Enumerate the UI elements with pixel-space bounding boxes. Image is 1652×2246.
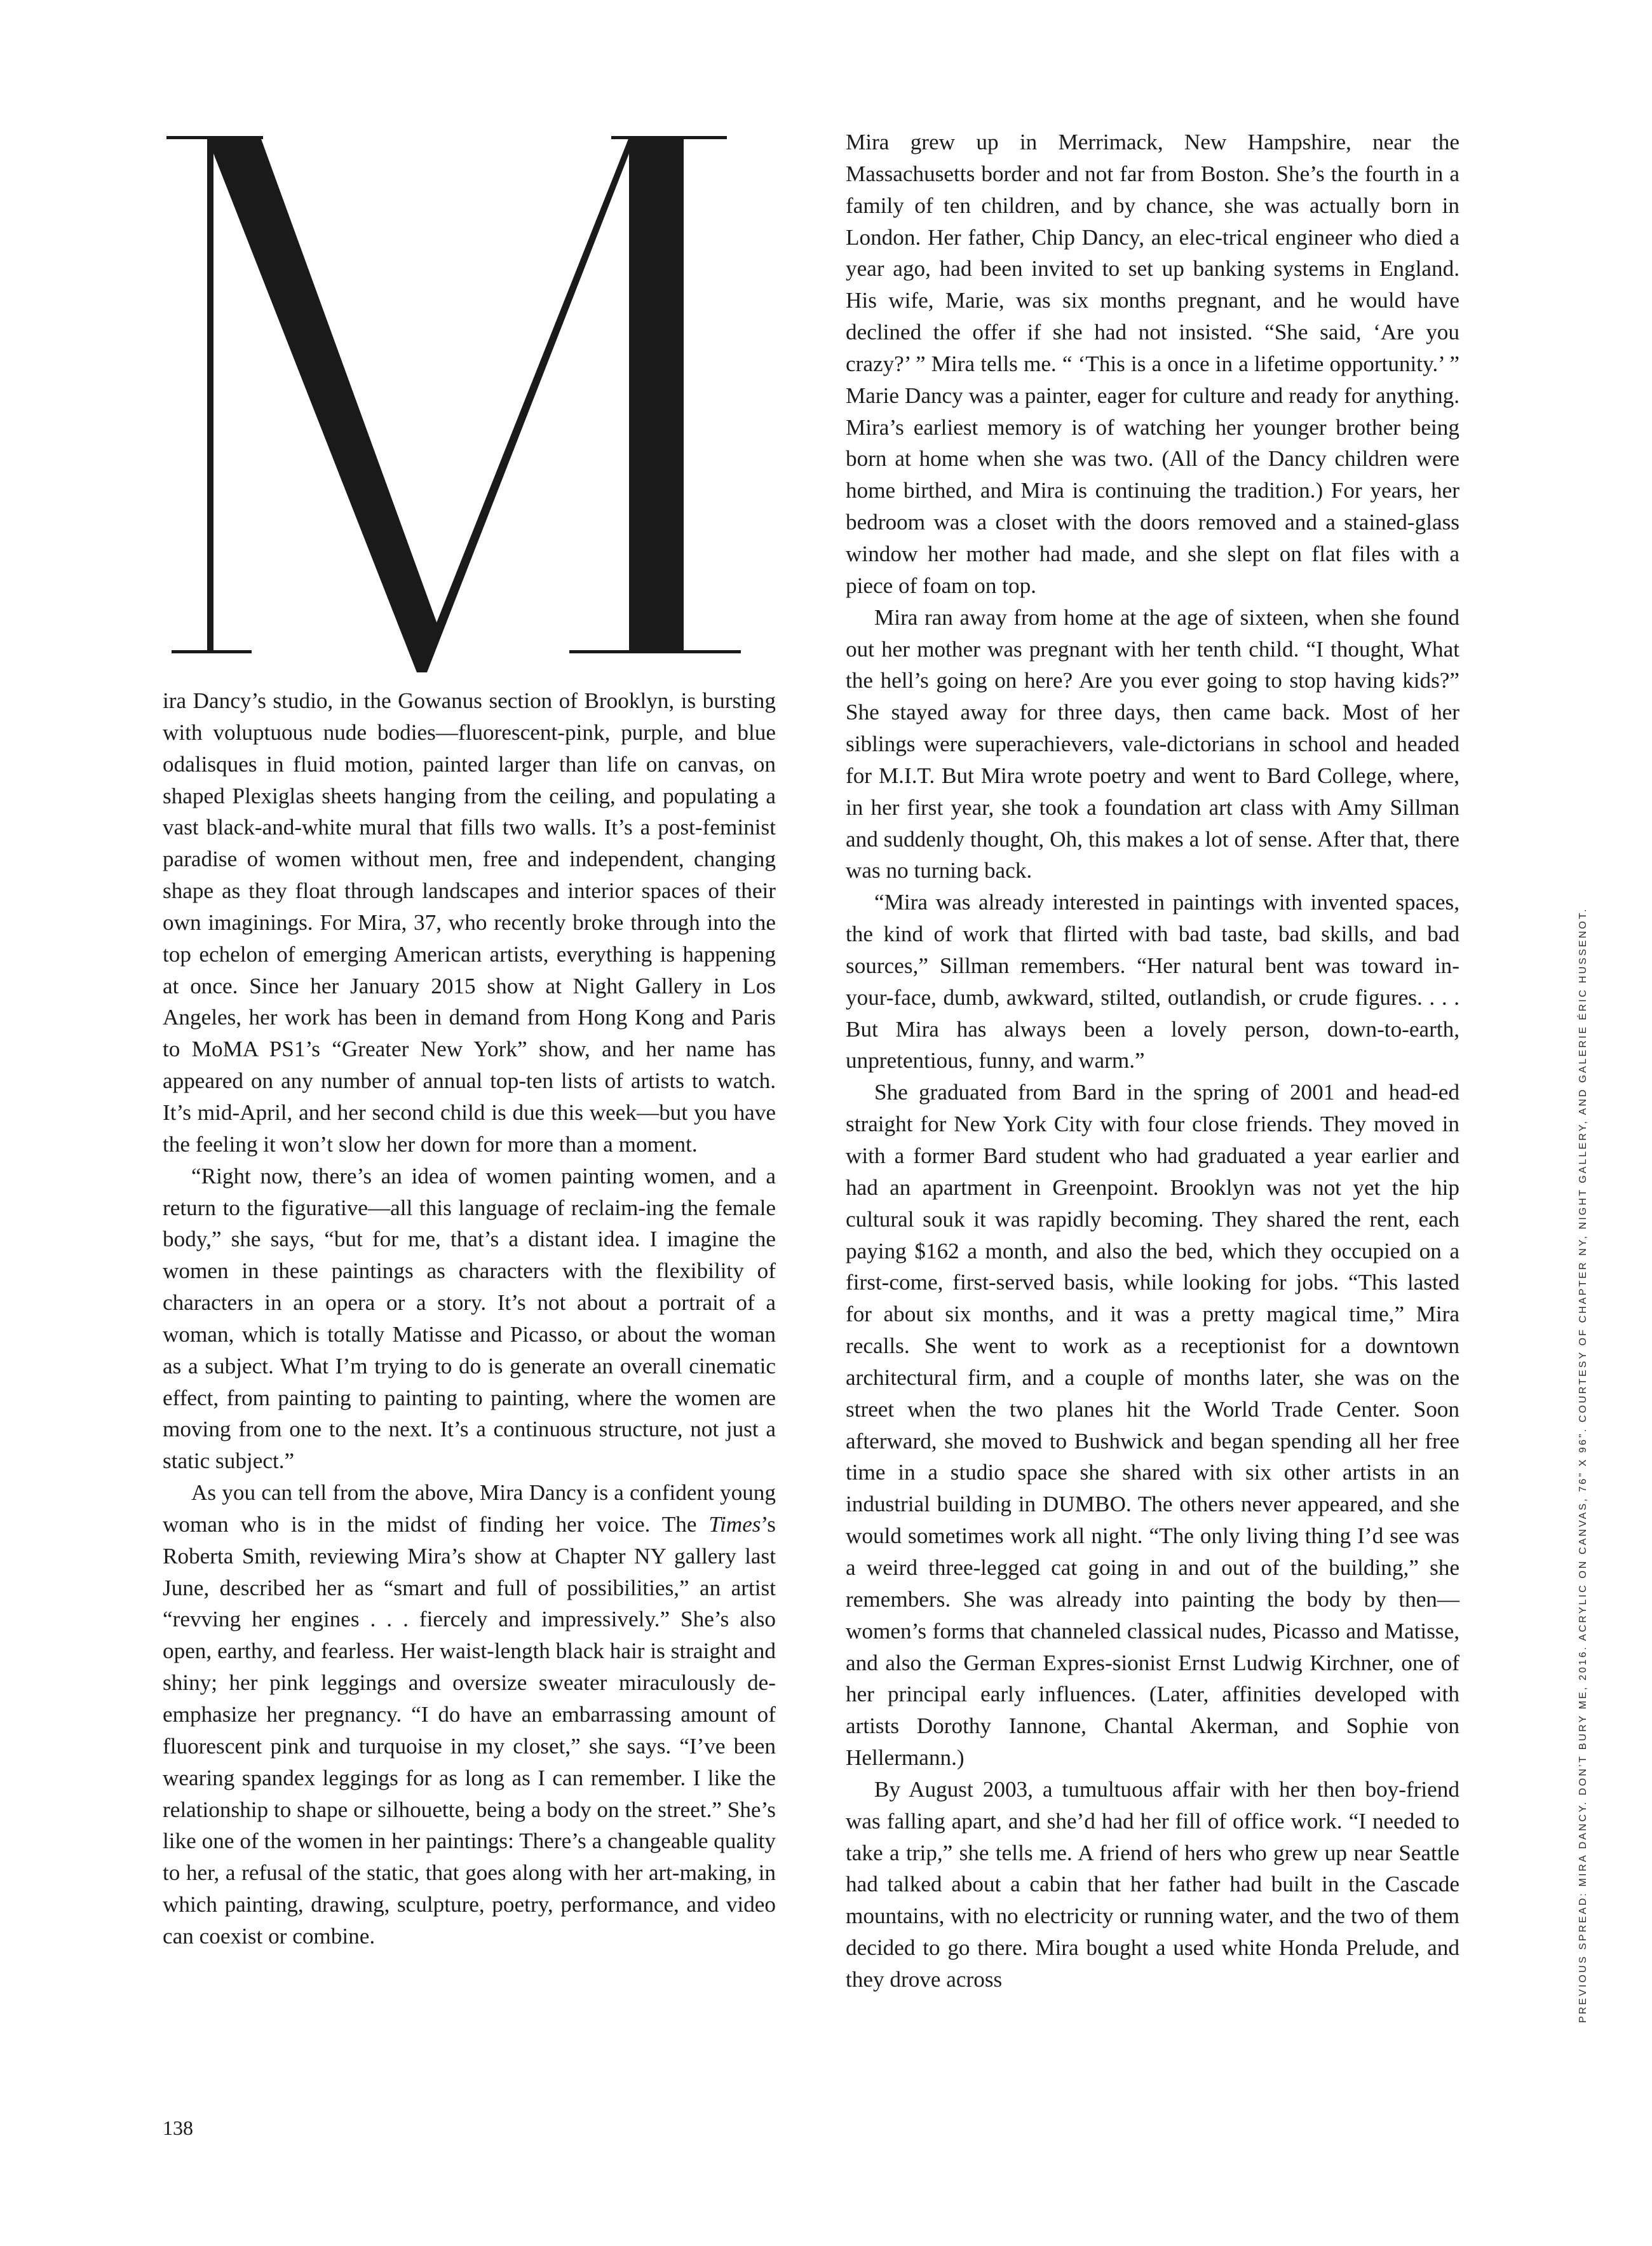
- page-number: 138: [163, 2116, 193, 2139]
- drop-cap-bottom-left-serif: [172, 650, 252, 653]
- left-paragraph-1: ira Dancy’s studio, in the Gowanus section of Brooklyn, is bursting with voluptuous nude bodies—fluorescent-pink, purple, and blue odalisques in fluid motion, painted larger than life on canvas, on shaped Plexiglas sheets hanging from the ceiling, and populating a vast black-and-white mural that fills two walls. It’s a post-feminist paradise of women without men, free and independent, changing shape as they float through landscapes and interior spaces of their own imaginings. For Mira, 37, who recently broke through into the top echelon of emerging American artists, everything is happening at once. Since her January 2015 show at Night Gallery in Los Angeles, her work has been in demand from Hong Kong and Paris to MoMA PS1’s “Greater New York” show, and her name has appeared on any number of annual top-ten lists of artists to watch. It’s mid-April, and her second child is due this week—but you have the feeling it won’t slow her down for more than a moment.: [163, 688, 776, 1157]
- left-paragraph-3: As you can tell from the above, Mira Dancy is a confident young woman who is in the midst of finding her voice. The Times’s Roberta Smith, reviewing Mira’s show at Chapter NY gallery last June, described her as “smart and full of possibilities,” an artist “revving her engines . . . fiercely and impressively.” She’s also open, earthy, and fearless. Her waist-length black hair is straight and shiny; her pink leggings and oversize sweater miraculously de-emphasize her pregnancy. “I do have an embarrassing amount of fluorescent pink and turquoise in my closet,” she says. “I’ve been wearing spandex leggings for as long as I can remember. I like the relationship to shape or silhouette, being a body on the street.” She’s like one of the women in her paintings: There’s a changeable quality to her, a refusal of the static, that goes along with her art-making, in which painting, drawing, sculpture, poetry, performance, and video can coexist or combine.: [163, 1480, 776, 1949]
- left-paragraph-2: “Right now, there’s an idea of women painting women, and a return to the figurative—all this language of reclaim-ing the female body,” she says, “but for me, that’s a distant idea. I imagine the women in these paintings as characters with the flexibility of characters in an opera or a story. It’s not about a portrait of a woman, which is totally Matisse and Picasso, or about the woman as a subject. What I’m trying to do is generate an overall cinematic effect, from painting to painting to painting, where the women are moving from one to the next. It’s a continuous structure, not just a static subject.”: [163, 1163, 776, 1474]
- article-right-column: [846, 126, 1459, 1996]
- right-paragraph-3: “Mira was already interested in paintings with invented spaces, the kind of work that flirted with bad taste, bad skills, and bad sources,” Sillman remembers. “Her natural bent was toward in-your-face, dumb, awkward, stilted, outlandish, or crude figures. . . . But Mira has always been a lovely person, down-to-earth, unpretentious, funny, and warm.”: [846, 890, 1459, 1073]
- right-paragraph-2: Mira ran away from home at the age of sixteen, when she found out her mother was pregnant with her tenth child. “I thought, What the hell’s going on here? Are you ever going to stop having kids?” She stayed away for three days, then came back. Most of her siblings were superachievers, vale-dictorians in school and headed for M.I.T. But Mira wrote poetry and went to Bard College, where, in her first year, she took a foundation art class with Amy Sillman and suddenly thought, Oh, this makes a lot of sense. After that, there was no turning back.: [846, 604, 1459, 883]
- drop-cap-left-stem: [207, 137, 213, 653]
- drop-cap-right-stem: [629, 137, 684, 653]
- photo-credit: PREVIOUS SPREAD: MIRA DANCY. DON’T BURY ME, 2016. ACRYLIC ON CANVAS, 76" X 96". COURTESY OF CHAPTER NY, NIGHT GALLERY, AND GALERIE ÉRIC HUSSENOT.: [1578, 907, 1588, 2023]
- article-left-column: [163, 685, 776, 1952]
- right-paragraph-4: She graduated from Bard in the spring of 2001 and head-ed straight for New York City with four close friends. They moved in with a former Bard student who had graduated a year earlier and had an apartment in Greenpoint. Brooklyn was not yet the hip cultural souk it was rapidly becoming. They shared the rent, each paying $162 a month, and also the bed, which they occupied on a first-come, first-served basis, while looking for jobs. “This lasted for about six months, and it was a pretty magical time,” Mira recalls. She went to work as a receptionist for a downtown architectural firm, and a couple of months later, she was on the street when the two planes hit the World Trade Center. Soon afterward, she moved to Bushwick and began spending all her free time in a studio space she shared with six other artists in an industrial building in DUMBO. The others never appeared, and she would sometimes work all night. “The only living thing I’d see was a weird three-legged cat going in and out of the building,” she remembers. She was already into painting the body by then—women’s forms that channeled classical nudes, Picasso and Matisse, and also the German Expres-sionist Ernst Ludwig Kirchner, one of her principal early influences. (Later, affinities developed with artists Dorothy Iannone, Chantal Akerman, and Sophie von Hellermann.): [846, 1080, 1459, 1771]
- drop-cap-bottom-right-serif: [569, 650, 741, 653]
- drop-cap-thin-diagonal: [417, 137, 635, 672]
- drop-cap-thick-diagonal: [207, 137, 441, 672]
- drop-cap-top-right-serif: [611, 136, 727, 139]
- right-paragraph-5: By August 2003, a tumultuous affair with her then boy-friend was falling apart, and she’d had her fill of office work. “I needed to take a trip,” she tells me. A friend of hers who grew up near Seattle had talked about a cabin that her father had built in the Cascade mountains, with no electricity or running water, and the two of them decided to go there. Mira bought a used white Honda Prelude, and they drove across: [846, 1776, 1459, 1992]
- publication-name: Times: [708, 1511, 761, 1537]
- drop-cap-m: [166, 114, 776, 674]
- right-paragraph-1: Mira grew up in Merrimack, New Hampshire, near the Massachusetts border and not far from Boston. She’s the fourth in a family of ten children, and by chance, she was actually born in London. Her father, Chip Dancy, an elec-trical engineer who died a year ago, had been invited to set up banking systems in England. His wife, Marie, was six months pregnant, and he would have declined the offer if she had not insisted. “She said, ‘Are you crazy?’ ” Mira tells me. “ ‘This is a once in a lifetime opportunity.’ ” Marie Dancy was a painter, eager for culture and ready for anything. Mira’s earliest memory is of watching her younger brother being born at home when she was two. (All of the Dancy children were home birthed, and Mira is continuing the tradition.) For years, her bedroom was a closet with the doors removed and a stained-glass window her mother had made, and she slept on flat files with a piece of foam on top.: [846, 130, 1459, 598]
